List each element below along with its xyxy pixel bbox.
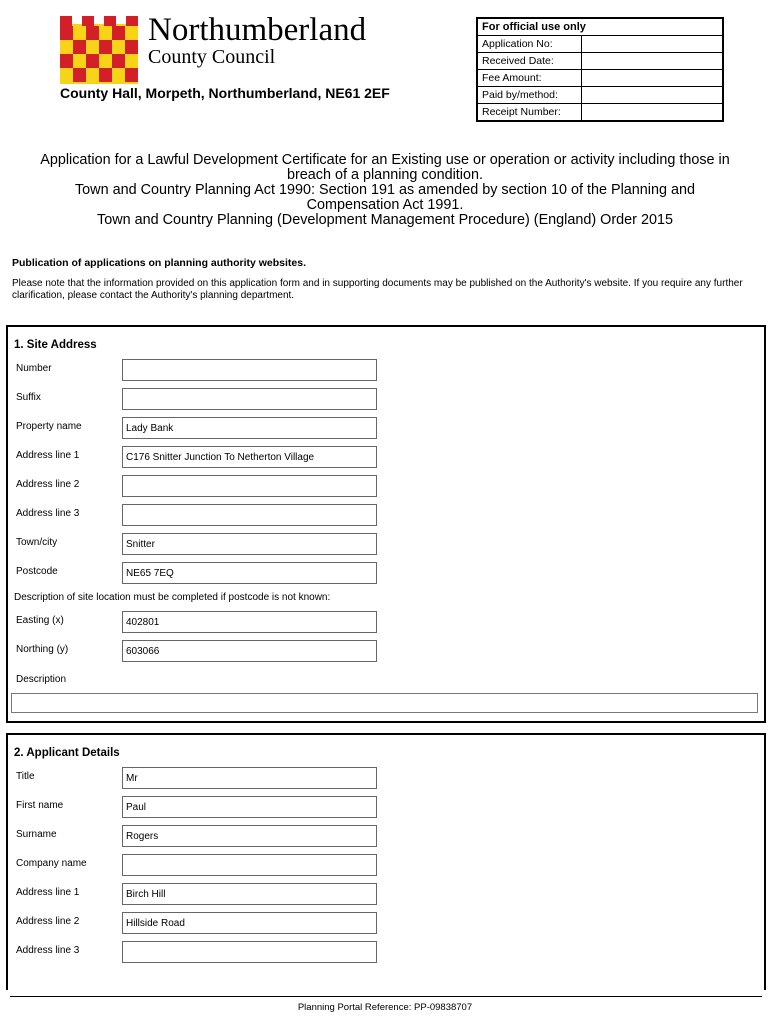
field-label: Address line 1 [16,450,80,461]
field-label: Address line 1 [16,887,80,898]
section-title: 1. Site Address [14,339,97,351]
field-label: Suffix [16,392,41,403]
address-line-1-field[interactable]: C176 Snitter Junction To Netherton Village [122,446,377,468]
field-label: Northing (y) [16,644,69,655]
council-logo [60,16,138,84]
publication-note: Please note that the information provided on this application form and in supporting documents may be published on the Authority's website. If you require any further clarification, please contact the Authority's planning department. [12,278,743,301]
address-line-3-field[interactable] [122,504,377,526]
field-label: Description [16,674,67,685]
postcode-field[interactable]: NE65 7EQ [122,562,377,584]
official-use-heading: For official use only [478,19,723,36]
site-address-section [6,325,766,723]
form-title-line: Town and Country Planning Act 1990: Section 191 as amended by section 10 of the Planning and [74,182,696,198]
form-title-line: breach of a planning condition. [286,167,484,183]
official-row-value [582,70,723,87]
council-address: County Hall, Morpeth, Northumberland, NE61 2EF [60,85,390,101]
field-label: Address line 3 [16,508,80,519]
official-row-value [582,104,723,121]
portal-reference: Planning Portal Reference: PP-09838707 [297,1002,473,1013]
number-field[interactable] [122,359,377,381]
property-name-field[interactable]: Lady Bank [122,417,377,439]
field-label: Address line 2 [16,479,80,490]
applicant-details-section [6,733,766,990]
form-title [8,153,762,228]
official-row-value [582,36,723,53]
easting-field[interactable]: 402801 [122,611,377,633]
applicant-address-line-2-field[interactable]: Hillside Road [122,912,377,934]
field-label: Address line 3 [16,945,80,956]
official-row-label: Paid by/method: [478,87,582,104]
field-label: Company name [16,858,87,869]
field-label: Title [16,771,35,782]
location-note: Description of site location must be completed if postcode is not known: [14,592,331,603]
form-title-line: Town and Country Planning (Development Management Procedure) (England) Order 2015 [97,212,673,228]
section-title: 2. Applicant Details [14,747,120,759]
official-use-box [476,17,724,122]
field-label: First name [16,800,64,811]
form-title-line: Compensation Act 1991. [306,197,464,213]
field-label: Postcode [16,566,58,577]
council-subtitle: County Council [148,46,276,68]
applicant-address-line-3-field[interactable] [122,941,377,963]
field-label: Town/city [16,537,58,548]
description-field[interactable] [11,693,758,713]
company-name-field[interactable] [122,854,377,876]
footer-divider [10,996,762,997]
town-city-field[interactable]: Snitter [122,533,377,555]
official-row-label: Fee Amount: [478,70,582,87]
applicant-address-line-1-field[interactable]: Birch Hill [122,883,377,905]
council-name: Northumberland [148,12,367,48]
field-label: Easting (x) [16,615,64,626]
field-label: Surname [16,829,57,840]
northing-field[interactable]: 603066 [122,640,377,662]
official-row-label: Receipt Number: [478,104,582,121]
surname-field[interactable]: Rogers [122,825,377,847]
official-row-value [582,87,723,104]
first-name-field[interactable]: Paul [122,796,377,818]
suffix-field[interactable] [122,388,377,410]
field-label: Property name [16,421,82,432]
publication-heading: Publication of applications on planning authority websites. [12,257,307,269]
address-line-2-field[interactable] [122,475,377,497]
field-label: Address line 2 [16,916,80,927]
official-row-label: Application No: [478,36,582,53]
official-row-label: Received Date: [478,53,582,70]
field-label: Number [16,363,52,374]
title-field[interactable]: Mr [122,767,377,789]
form-title-line: Application for a Lawful Development Certificate for an Existing use or operation or activity including those in [40,152,730,168]
official-row-value [582,53,723,70]
